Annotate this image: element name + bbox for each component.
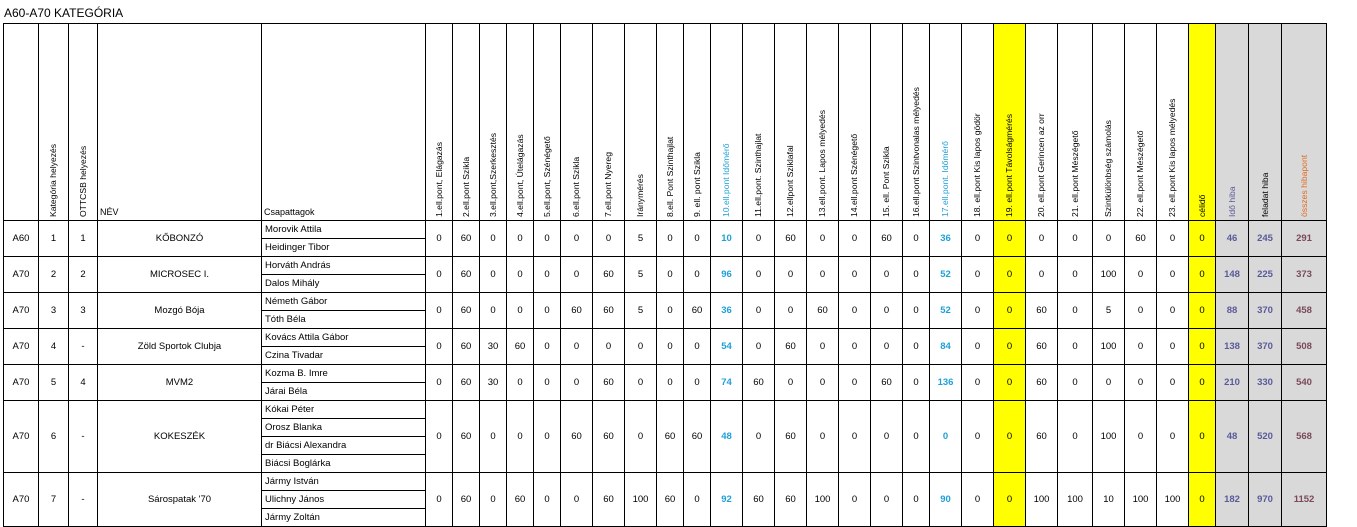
score-cell: 0	[994, 329, 1026, 365]
score-cell: 0	[507, 257, 534, 293]
score-cell: 0	[480, 473, 507, 527]
score-cell: 0	[426, 221, 453, 257]
header-col-16: 15. ell. Pont Szikla	[871, 24, 903, 221]
team-name-cell: MICROSEC I.	[98, 257, 262, 293]
score-cell: 0	[1125, 293, 1157, 329]
score-cell: 0	[426, 293, 453, 329]
score-cell: 0	[871, 293, 903, 329]
score-cell: 0	[1093, 365, 1125, 401]
score-cell: 970	[1249, 473, 1282, 527]
score-cell: 0	[657, 329, 684, 365]
header-col-12: 11.ell.pont. Szinthajlat	[743, 24, 775, 221]
score-cell: 0	[743, 257, 775, 293]
header-col-3: 3.ell.pont,Szerkesztés	[480, 24, 507, 221]
member-name-cell: Kozma B. Imre	[262, 365, 426, 383]
score-cell: 225	[1249, 257, 1282, 293]
score-cell: 0	[903, 293, 930, 329]
score-cell: 92	[711, 473, 743, 527]
score-cell: 0	[684, 257, 711, 293]
score-cell: 0	[534, 293, 561, 329]
header-col-15: 14.ell.pont Szénégető	[839, 24, 871, 221]
score-cell: 0	[1125, 329, 1157, 365]
score-cell: 60	[775, 329, 807, 365]
score-cell: 60	[453, 329, 480, 365]
table-row	[4, 473, 1327, 491]
ottcsb-cell: 4	[69, 365, 98, 401]
score-cell: 0	[962, 401, 994, 473]
score-cell: 60	[807, 293, 839, 329]
helyezes-cell: 4	[39, 329, 69, 365]
score-cell: 138	[1216, 329, 1249, 365]
score-cell: 0	[903, 257, 930, 293]
score-cell: 0	[561, 221, 593, 257]
member-name-cell: Jármy István	[262, 473, 426, 491]
score-cell: 0	[1189, 473, 1216, 527]
score-cell: 0	[1058, 329, 1093, 365]
score-cell: 0	[962, 329, 994, 365]
header-kat-helyezes: Kategória helyezés	[39, 24, 69, 221]
score-cell: 60	[1026, 401, 1058, 473]
score-cell: 0	[534, 221, 561, 257]
score-cell: 0	[657, 221, 684, 257]
score-cell: 100	[1093, 257, 1125, 293]
score-cell: 0	[593, 329, 625, 365]
score-cell: 60	[657, 473, 684, 527]
header-col-23: Szintkülönbség számolás	[1093, 24, 1125, 221]
score-cell: 0	[743, 293, 775, 329]
score-cell: 0	[994, 221, 1026, 257]
team-name-cell: Zöld Sportok Clubja	[98, 329, 262, 365]
score-cell: 60	[453, 257, 480, 293]
score-cell: 0	[839, 473, 871, 527]
score-cell: 48	[1216, 401, 1249, 473]
member-name-cell: Kovács Attila Gábor	[262, 329, 426, 347]
member-name-cell: Biácsi Boglárka	[262, 455, 426, 473]
member-name-cell: Járai Béla	[262, 383, 426, 401]
score-cell: 0	[1157, 221, 1189, 257]
score-cell: 0	[507, 221, 534, 257]
score-cell: 0	[593, 221, 625, 257]
score-cell: 0	[625, 401, 657, 473]
score-cell: 60	[684, 293, 711, 329]
score-cell: 30	[480, 365, 507, 401]
score-cell: 100	[1026, 473, 1058, 527]
helyezes-cell: 5	[39, 365, 69, 401]
score-cell: 60	[657, 401, 684, 473]
kat-cell: A70	[4, 365, 39, 401]
header-col-7: 7.ell.pont Nyereg	[593, 24, 625, 221]
score-cell: 0	[743, 221, 775, 257]
helyezes-cell: 1	[39, 221, 69, 257]
results-table	[3, 23, 1327, 527]
score-cell: 0	[1058, 221, 1093, 257]
score-cell: 0	[426, 473, 453, 527]
header-col-22: 21. ell.pont Mészégető	[1058, 24, 1093, 221]
score-cell: 60	[1026, 329, 1058, 365]
score-cell: 0	[807, 257, 839, 293]
score-cell: 60	[871, 221, 903, 257]
score-cell: 52	[930, 293, 962, 329]
score-cell: 60	[743, 365, 775, 401]
table-row	[4, 257, 1327, 275]
header-col-11: 10.ell.pont Időmérő	[711, 24, 743, 221]
score-cell: 0	[903, 365, 930, 401]
score-cell: 0	[1157, 365, 1189, 401]
score-cell: 0	[962, 365, 994, 401]
helyezes-cell: 3	[39, 293, 69, 329]
member-name-cell: Czina Tivadar	[262, 347, 426, 365]
score-cell: 30	[480, 329, 507, 365]
header-col-4: 4.ell.pont, Útelágazás	[507, 24, 534, 221]
header-col-8: Iránymérés	[625, 24, 657, 221]
ottcsb-cell: 3	[69, 293, 98, 329]
score-cell: 90	[930, 473, 962, 527]
score-cell: 0	[657, 257, 684, 293]
score-cell: 210	[1216, 365, 1249, 401]
score-cell: 0	[1058, 257, 1093, 293]
score-cell: 370	[1249, 329, 1282, 365]
score-cell: 0	[507, 365, 534, 401]
score-cell: 54	[711, 329, 743, 365]
member-name-cell: Dalos Mihály	[262, 275, 426, 293]
score-cell: 0	[1189, 293, 1216, 329]
score-cell: 10	[711, 221, 743, 257]
score-cell: 0	[1125, 365, 1157, 401]
score-cell: 5	[625, 257, 657, 293]
member-name-cell: Németh Gábor	[262, 293, 426, 311]
score-cell: 0	[684, 221, 711, 257]
score-cell: 0	[625, 365, 657, 401]
score-cell: 0	[1189, 221, 1216, 257]
header-col-26: célidő	[1189, 24, 1216, 221]
kat-cell: A70	[4, 329, 39, 365]
score-cell: 373	[1282, 257, 1327, 293]
score-cell: 96	[711, 257, 743, 293]
sheet-title: A60-A70 KATEGÓRIA	[4, 6, 124, 20]
score-cell: 0	[1157, 401, 1189, 473]
helyezes-cell: 2	[39, 257, 69, 293]
score-cell: 0	[507, 293, 534, 329]
score-cell: 370	[1249, 293, 1282, 329]
score-cell: 245	[1249, 221, 1282, 257]
helyezes-cell: 7	[39, 473, 69, 527]
score-cell: 60	[561, 293, 593, 329]
score-cell: 0	[534, 257, 561, 293]
score-cell: 0	[1125, 401, 1157, 473]
score-cell: 100	[1093, 329, 1125, 365]
header-col-27: Idő hiba	[1216, 24, 1249, 221]
table-row	[4, 221, 1327, 239]
score-cell: 0	[775, 293, 807, 329]
score-cell: 88	[1216, 293, 1249, 329]
score-cell: 0	[426, 329, 453, 365]
score-cell: 0	[625, 329, 657, 365]
score-cell: 0	[1058, 293, 1093, 329]
team-name-cell: Sárospatak '70	[98, 473, 262, 527]
score-cell: 0	[994, 473, 1026, 527]
member-name-cell: Heidinger Tibor	[262, 239, 426, 257]
score-cell: 0	[1189, 365, 1216, 401]
score-cell: 0	[962, 293, 994, 329]
score-cell: 0	[480, 221, 507, 257]
score-cell: 5	[625, 293, 657, 329]
score-cell: 52	[930, 257, 962, 293]
score-cell: 60	[593, 365, 625, 401]
score-cell: 60	[453, 401, 480, 473]
header-col-29: összes hibapont	[1282, 24, 1327, 221]
score-cell: 60	[593, 257, 625, 293]
score-cell: 0	[534, 473, 561, 527]
score-cell: 0	[426, 365, 453, 401]
score-cell: 0	[1189, 401, 1216, 473]
score-cell: 0	[561, 329, 593, 365]
score-cell: 0	[962, 257, 994, 293]
score-cell: 0	[903, 473, 930, 527]
score-cell: 0	[903, 401, 930, 473]
score-cell: 148	[1216, 257, 1249, 293]
member-name-cell: Kókai Péter	[262, 401, 426, 419]
score-cell: 0	[743, 401, 775, 473]
score-cell: 0	[871, 401, 903, 473]
score-cell: 0	[775, 257, 807, 293]
score-cell: 0	[561, 365, 593, 401]
team-name-cell: KOKESZÉK	[98, 401, 262, 473]
score-cell: 0	[994, 293, 1026, 329]
score-cell: 0	[871, 473, 903, 527]
score-cell: 0	[1026, 221, 1058, 257]
score-cell: 60	[775, 473, 807, 527]
score-cell: 182	[1216, 473, 1249, 527]
score-cell: 60	[684, 401, 711, 473]
header-col-25: 23. ell.pont Kis lapos mélyedés	[1157, 24, 1189, 221]
score-cell: 60	[775, 221, 807, 257]
header-col-5: 5.ell.pont, Szénégető	[534, 24, 561, 221]
score-cell: 0	[743, 329, 775, 365]
score-cell: 74	[711, 365, 743, 401]
header-col-13: 12.ellpont Sziklafal	[775, 24, 807, 221]
score-cell: 60	[453, 365, 480, 401]
score-cell: 60	[453, 293, 480, 329]
score-cell: 60	[593, 401, 625, 473]
kat-cell: A60	[4, 221, 39, 257]
score-cell: 136	[930, 365, 962, 401]
score-cell: 0	[807, 365, 839, 401]
score-cell: 0	[839, 329, 871, 365]
score-cell: 48	[711, 401, 743, 473]
score-cell: 1152	[1282, 473, 1327, 527]
team-name-cell: KŐBONZÓ	[98, 221, 262, 257]
header-col-18: 17.ell.pont. Időmérő	[930, 24, 962, 221]
kat-cell: A70	[4, 293, 39, 329]
score-cell: 0	[480, 257, 507, 293]
member-name-cell: Tóth Béla	[262, 311, 426, 329]
score-cell: 60	[593, 293, 625, 329]
score-cell: 60	[453, 221, 480, 257]
score-cell: 0	[807, 329, 839, 365]
score-cell: 84	[930, 329, 962, 365]
score-cell: 0	[994, 257, 1026, 293]
score-cell: 60	[1026, 293, 1058, 329]
score-cell: 0	[839, 401, 871, 473]
header-kat	[4, 24, 39, 221]
score-cell: 60	[453, 473, 480, 527]
score-cell: 0	[807, 401, 839, 473]
score-cell: 0	[534, 401, 561, 473]
header-col-24: 22. ell.pont Mészégető	[1125, 24, 1157, 221]
score-cell: 520	[1249, 401, 1282, 473]
score-cell: 0	[1093, 221, 1125, 257]
header-nev: NÉV	[98, 24, 262, 221]
score-cell: 60	[507, 473, 534, 527]
score-cell: 0	[839, 365, 871, 401]
helyezes-cell: 6	[39, 401, 69, 473]
member-name-cell: dr Biácsi Alexandra	[262, 437, 426, 455]
header-col-20: 19. ell.pont Távolságmérés	[994, 24, 1026, 221]
score-cell: 0	[657, 365, 684, 401]
score-cell: 0	[561, 473, 593, 527]
score-cell: 5	[1093, 293, 1125, 329]
score-cell: 60	[775, 401, 807, 473]
score-cell: 0	[534, 329, 561, 365]
score-cell: 0	[684, 329, 711, 365]
ottcsb-cell: 2	[69, 257, 98, 293]
score-cell: 540	[1282, 365, 1327, 401]
score-cell: 508	[1282, 329, 1327, 365]
score-cell: 0	[507, 401, 534, 473]
score-cell: 0	[684, 473, 711, 527]
score-cell: 100	[1093, 401, 1125, 473]
score-cell: 0	[426, 401, 453, 473]
score-cell: 100	[625, 473, 657, 527]
score-cell: 0	[1157, 293, 1189, 329]
score-cell: 0	[807, 221, 839, 257]
team-name-cell: Mozgó Bója	[98, 293, 262, 329]
ottcsb-cell: 1	[69, 221, 98, 257]
ottcsb-cell: -	[69, 401, 98, 473]
member-name-cell: Jármy Zoltán	[262, 509, 426, 527]
header-col-19: 18. ell.pont Kis lapos gödör	[962, 24, 994, 221]
score-cell: 0	[1026, 257, 1058, 293]
score-cell: 0	[903, 221, 930, 257]
header-col-6: 6.ell.pont Szikla	[561, 24, 593, 221]
score-cell: 0	[684, 365, 711, 401]
score-cell: 36	[711, 293, 743, 329]
score-cell: 291	[1282, 221, 1327, 257]
header-col-10: 9. ell. pont Szikla	[684, 24, 711, 221]
table-row	[4, 329, 1327, 347]
score-cell: 0	[1157, 329, 1189, 365]
score-cell: 0	[839, 293, 871, 329]
score-cell: 0	[1058, 401, 1093, 473]
score-cell: 100	[1125, 473, 1157, 527]
score-cell: 100	[1058, 473, 1093, 527]
score-cell: 60	[743, 473, 775, 527]
header-col-17: 16.ell.pont Szintvonalas mélyedés	[903, 24, 930, 221]
score-cell: 0	[657, 293, 684, 329]
score-cell: 60	[561, 401, 593, 473]
score-cell: 60	[593, 473, 625, 527]
score-cell: 0	[1058, 365, 1093, 401]
header-col-2: 2.ell.pont Szikla	[453, 24, 480, 221]
table-row	[4, 293, 1327, 311]
score-cell: 0	[871, 257, 903, 293]
score-cell: 0	[1157, 257, 1189, 293]
member-name-cell: Horváth András	[262, 257, 426, 275]
header-col-1: 1.ell.pont, Elágazás	[426, 24, 453, 221]
score-cell: 0	[871, 329, 903, 365]
score-cell: 0	[839, 257, 871, 293]
score-cell: 60	[871, 365, 903, 401]
score-cell: 0	[930, 401, 962, 473]
header-col-28: feladat hiba	[1249, 24, 1282, 221]
score-cell: 0	[1189, 257, 1216, 293]
score-cell: 330	[1249, 365, 1282, 401]
kat-cell: A70	[4, 257, 39, 293]
score-cell: 0	[962, 221, 994, 257]
header-ottcsb-helyezes: OTTCSB helyezés	[69, 24, 98, 221]
score-cell: 0	[994, 365, 1026, 401]
score-cell: 0	[1125, 257, 1157, 293]
ottcsb-cell: -	[69, 329, 98, 365]
score-cell: 60	[507, 329, 534, 365]
table-row	[4, 401, 1327, 419]
kat-cell: A70	[4, 473, 39, 527]
score-cell: 0	[561, 257, 593, 293]
score-cell: 0	[1189, 329, 1216, 365]
header-col-21: 20. ell.pont Gerincen az orr	[1026, 24, 1058, 221]
score-cell: 0	[839, 221, 871, 257]
member-name-cell: Ulichny János	[262, 491, 426, 509]
score-cell: 458	[1282, 293, 1327, 329]
score-cell: 0	[534, 365, 561, 401]
score-cell: 10	[1093, 473, 1125, 527]
score-cell: 100	[807, 473, 839, 527]
member-name-cell: Morovik Attila	[262, 221, 426, 239]
score-cell: 568	[1282, 401, 1327, 473]
table-row	[4, 365, 1327, 383]
header-row	[4, 24, 1327, 221]
score-cell: 0	[994, 401, 1026, 473]
score-cell: 100	[1157, 473, 1189, 527]
member-name-cell: Orosz Blanka	[262, 419, 426, 437]
score-cell: 60	[1026, 365, 1058, 401]
score-cell: 46	[1216, 221, 1249, 257]
header-csapattagok: Csapattagok	[262, 24, 426, 221]
header-col-9: 8.ell. Pont Szinthajlat	[657, 24, 684, 221]
score-cell: 36	[930, 221, 962, 257]
ottcsb-cell: -	[69, 473, 98, 527]
score-cell: 0	[480, 401, 507, 473]
score-cell: 0	[480, 293, 507, 329]
team-name-cell: MVM2	[98, 365, 262, 401]
header-col-14: 13.ell.pont. Lapos mélyedés	[807, 24, 839, 221]
score-cell: 0	[775, 365, 807, 401]
score-cell: 60	[1125, 221, 1157, 257]
score-cell: 0	[962, 473, 994, 527]
kat-cell: A70	[4, 401, 39, 473]
score-cell: 5	[625, 221, 657, 257]
score-cell: 0	[426, 257, 453, 293]
score-cell: 0	[903, 329, 930, 365]
